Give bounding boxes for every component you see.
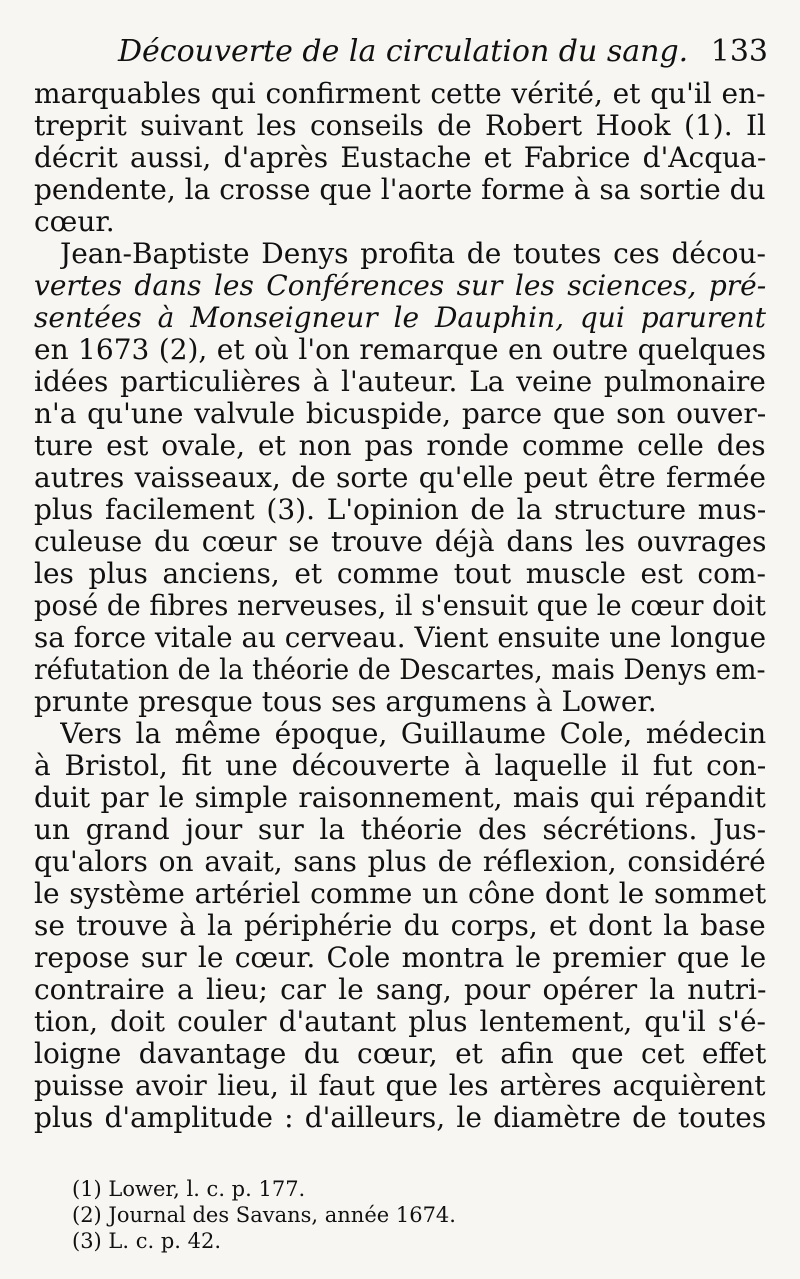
- text-line-7-content: vertes dans les Conférences sur les sciences, pré-: [34, 270, 766, 302]
- text-line-23-content: duit par le simple raisonnement, mais qui répandit: [34, 782, 766, 814]
- text-line-28-content: repose sur le cœur. Cole montra le premier que le: [34, 942, 766, 974]
- text-line-8: [34, 302, 766, 334]
- text-line-1: [34, 78, 766, 110]
- text-line-31-content: loigne davantage du cœur, et afin que cet effet: [34, 1038, 766, 1070]
- text-line-16: [34, 558, 766, 590]
- text-line-10: [34, 366, 766, 398]
- text-line-26-content: le système artériel comme un cône dont le sommet: [34, 878, 766, 910]
- footnote-3: (3) L. c. p. 42.: [72, 1229, 222, 1253]
- text-line-12: [34, 430, 766, 462]
- text-line-5-content: cœur.: [34, 206, 115, 238]
- text-line-22: [34, 750, 766, 782]
- text-line-17: [34, 590, 766, 622]
- text-line-28: [34, 942, 766, 974]
- text-line-21-content: Vers la même époque, Guillaume Cole, médecin: [60, 718, 766, 750]
- text-line-9: [34, 334, 766, 366]
- text-line-3-content: décrit aussi, d'après Eustache et Fabrice d'Acqua-: [34, 142, 766, 174]
- text-line-33: [34, 1102, 766, 1134]
- text-line-6-content: Jean-Baptiste Denys profita de toutes ces décou-: [60, 238, 766, 270]
- body-text: [34, 78, 766, 1148]
- text-line-3: [34, 142, 766, 174]
- text-line-4-content: pendente, la crosse que l'aorte forme à sa sortie du: [34, 174, 766, 206]
- text-line-5: [34, 206, 766, 238]
- text-line-22-content: à Bristol, fit une découverte à laquelle il fut con-: [34, 750, 766, 782]
- text-line-11: [34, 398, 766, 430]
- text-line-19: [34, 654, 766, 686]
- page-header: [118, 24, 768, 74]
- text-line-18-content: sa force vitale au cerveau. Vient ensuite une longue: [34, 622, 766, 654]
- text-line-24: [34, 814, 766, 846]
- text-line-29: [34, 974, 766, 1006]
- text-line-30-content: tion, doit couler d'autant plus lentement, qu'il s'é-: [34, 1006, 766, 1038]
- text-line-8-content: sentées à Monseigneur le Dauphin, qui parurent: [34, 302, 766, 334]
- footnote-2: (2) Journal des Savans, année 1674.: [72, 1203, 456, 1227]
- text-line-17-content: posé de fibres nerveuses, il s'ensuit que le cœur doit: [34, 590, 766, 622]
- text-line-6: [60, 238, 766, 270]
- text-line-25-content: qu'alors on avait, sans plus de réflexion, considéré: [34, 846, 766, 878]
- running-title: Découverte de la circulation du sang.: [118, 34, 689, 69]
- text-line-20-content: prunte presque tous ses argumens à Lower.: [34, 686, 657, 718]
- text-line-27-content: se trouve à la périphérie du corps, et dont la base: [34, 910, 766, 942]
- text-line-25: [34, 846, 766, 878]
- text-line-32: [34, 1070, 766, 1102]
- text-line-32-content: puisse avoir lieu, il faut que les artères acquièrent: [34, 1070, 766, 1102]
- text-line-15: [34, 526, 766, 558]
- text-line-14-content: plus facilement (3). L'opinion de la structure mus-: [34, 494, 766, 526]
- text-line-21: [60, 718, 766, 750]
- footnote-1: (1) Lower, l. c. p. 177.: [72, 1177, 306, 1201]
- text-line-9-content: en 1673 (2), et où l'on remarque en outre quelques: [34, 334, 766, 366]
- footnotes: [72, 1176, 672, 1266]
- text-line-30: [34, 1006, 766, 1038]
- text-line-13-content: autres vaisseaux, de sorte qu'elle peut être fermée: [34, 462, 766, 494]
- text-line-2-content: treprit suivant les conseils de Robert Hook (1). Il: [34, 110, 766, 142]
- text-line-4: [34, 174, 766, 206]
- text-line-13: [34, 462, 766, 494]
- text-line-11-content: n'a qu'une valvule bicuspide, parce que son ouver-: [34, 398, 766, 430]
- text-line-20: [34, 686, 766, 718]
- text-line-1-content: marquables qui confirment cette vérité, et qu'il en-: [34, 78, 766, 110]
- text-line-23: [34, 782, 766, 814]
- page-number: 133: [710, 34, 768, 69]
- text-line-14: [34, 494, 766, 526]
- text-line-26: [34, 878, 766, 910]
- text-line-2: [34, 110, 766, 142]
- text-line-16-content: les plus anciens, et comme tout muscle est com-: [34, 558, 766, 590]
- text-line-24-content: un grand jour sur la théorie des sécrétions. Jus-: [34, 814, 766, 846]
- text-line-33-content: plus d'amplitude : d'ailleurs, le diamètre de toutes: [34, 1102, 766, 1134]
- text-line-12-content: ture est ovale, et non pas ronde comme celle des: [34, 430, 766, 462]
- text-line-19-content: réfutation de la théorie de Descartes, mais Denys em-: [34, 654, 766, 686]
- text-line-31: [34, 1038, 766, 1070]
- text-line-15-content: culeuse du cœur se trouve déjà dans les ouvrages: [34, 526, 766, 558]
- text-line-7: [34, 270, 766, 302]
- text-line-27: [34, 910, 766, 942]
- text-line-18: [34, 622, 766, 654]
- text-line-10-content: idées particulières à l'auteur. La veine pulmonaire: [34, 366, 766, 398]
- text-line-29-content: contraire a lieu; car le sang, pour opérer la nutri-: [34, 974, 766, 1006]
